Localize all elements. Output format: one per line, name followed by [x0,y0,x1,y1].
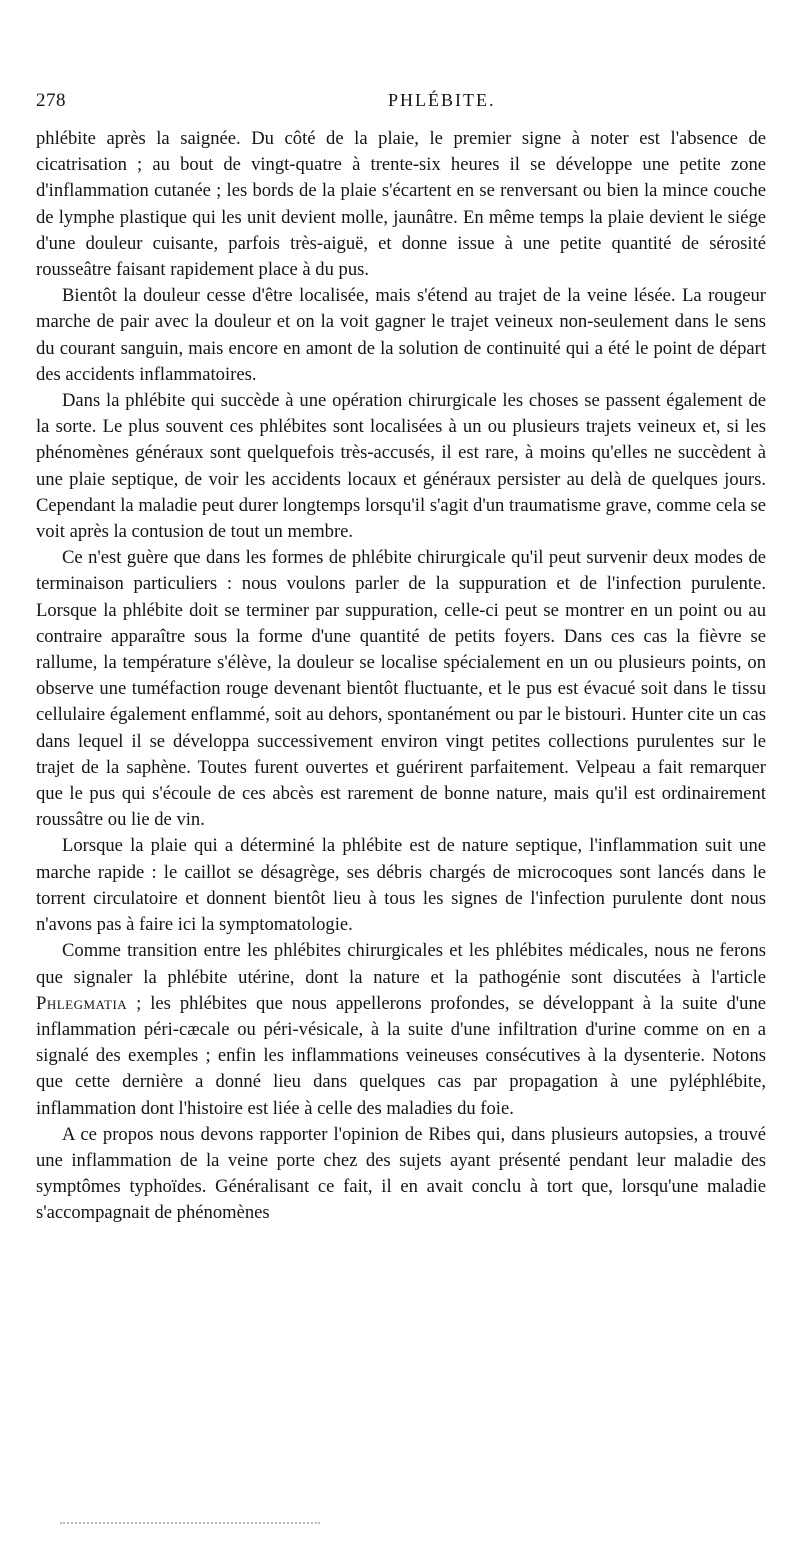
print-specks [60,1522,320,1532]
paragraph-6 [36,938,766,1121]
paragraph-6-text-after: ; les phlébites que nous appellerons profondes, se développant à la suite d'une inflammation péri-cæcale ou péri-vésicale, à la suite d'une infiltration d'urine comme on en a signalé des exemples ; enfin les inflammations veineuses consécutives à la dysenterie. Notons que cette dernière a donné lieu dans quelques cas par propagation à une pyléphlébite, inflammation dont l'histoire est liée à celle des maladies du foie. [36,992,766,1119]
paragraph-5: Lorsque la plaie qui a déterminé la phlébite est de nature septique, l'inflammation suit une marche rapide : le caillot se désagrège, ses débris chargés de microcoques sont lancés dans le torrent circulatoire et donnent bientôt lieu à tous les signes de l'infection purulente dont nous n'avons pas à faire ici la symptomatologie. [36,835,766,936]
paragraph-1: phlébite après la saignée. Du côté de la plaie, le premier signe à noter est l'absence de cicatrisation ; au bout de vingt-quatre à trente-six heures il se développe une petite zone d'inflammation cutanée ; les bords de la plaie s'écartent en se renversant ou bien la mince couche de lymphe plastique qui les unit devient molle, jaunâtre. En même temps la plaie devient le siége d'une douleur cuisante, parfois très-aiguë, et donne issue à une petite quantité de sérosité rousseâtre faisant rapidement place à du pus. [36,128,766,281]
body-text [36,126,766,1227]
page-number: 278 [36,90,66,111]
paragraph-3: Dans la phlébite qui succède à une opération chirurgicale les choses se passent également de la sorte. Le plus souvent ces phlébites sont localisées à un ou plusieurs trajets veineux et, si les phénomènes généraux sont quelquefois très-accusés, il est rare, à moins qu'elles ne succèdent à une plaie septique, de voir les accidents locaux et généraux persister au delà de quelques jours. Cependant la maladie peut durer longtemps lorsqu'il s'agit d'un traumatisme grave, comme cela se voit après la contusion de tout un membre. [36,390,766,543]
article-reference: Phlegmatia [36,992,128,1014]
paragraph-7: A ce propos nous devons rapporter l'opinion de Ribes qui, dans plusieurs autopsies, a trouvé une inflammation de la veine porte chez des sujets ayant présenté pendant leur maladie des symptômes typhoïdes. Généralisant ce fait, il en avait conclu à tort que, lorsqu'une maladie s'accompagnait de phénomènes [36,1123,766,1224]
paragraph-4: Ce n'est guère que dans les formes de phlébite chirurgicale qu'il peut survenir deux modes de terminaison particuliers : nous voulons parler de la suppuration et de l'infection purulente. Lorsque la phlébite doit se terminer par suppuration, celle-ci peut se montrer en un point ou au contraire apparaître sous la forme d'une quantité de petits foyers. Dans ces cas la fièvre se rallume, la température s'élève, la douleur se localise spécialement en un ou plusieurs points, on observe une tuméfaction rouge devenant bientôt fluctuante, et le pus est évacué soit dans le tissu cellulaire également enflammé, soit au dehors, spontanément ou par le bistouri. Hunter cite un cas dans lequel il se développa successivement environ vingt petites collections purulentes sur le trajet de la saphène. Toutes furent ouvertes et guérirent parfaitement. Velpeau a fait remarquer que le pus qui s'écoule de ces abcès est rarement de bonne nature, mais qu'il est ordinairement roussâtre ou lie de vin. [36,547,766,831]
page-header [36,90,766,120]
running-title: PHLÉBITE. [388,90,496,110]
paragraph-6-text-before: Comme transition entre les phlébites chirurgicales et les phlébites médicales, nous ne ferons que signaler la phlébite utérine, dont la nature et la pathogénie sont discutées à l'article [36,940,766,988]
paragraph-2: Bientôt la douleur cesse d'être localisée, mais s'étend au trajet de la veine lésée. La rougeur marche de pair avec la douleur et on la voit gagner le trajet veineux non-seulement dans le sens du courant sanguin, mais encore en amont de la solution de continuité qui a été le point de départ des accidents inflammatoires. [36,285,766,385]
